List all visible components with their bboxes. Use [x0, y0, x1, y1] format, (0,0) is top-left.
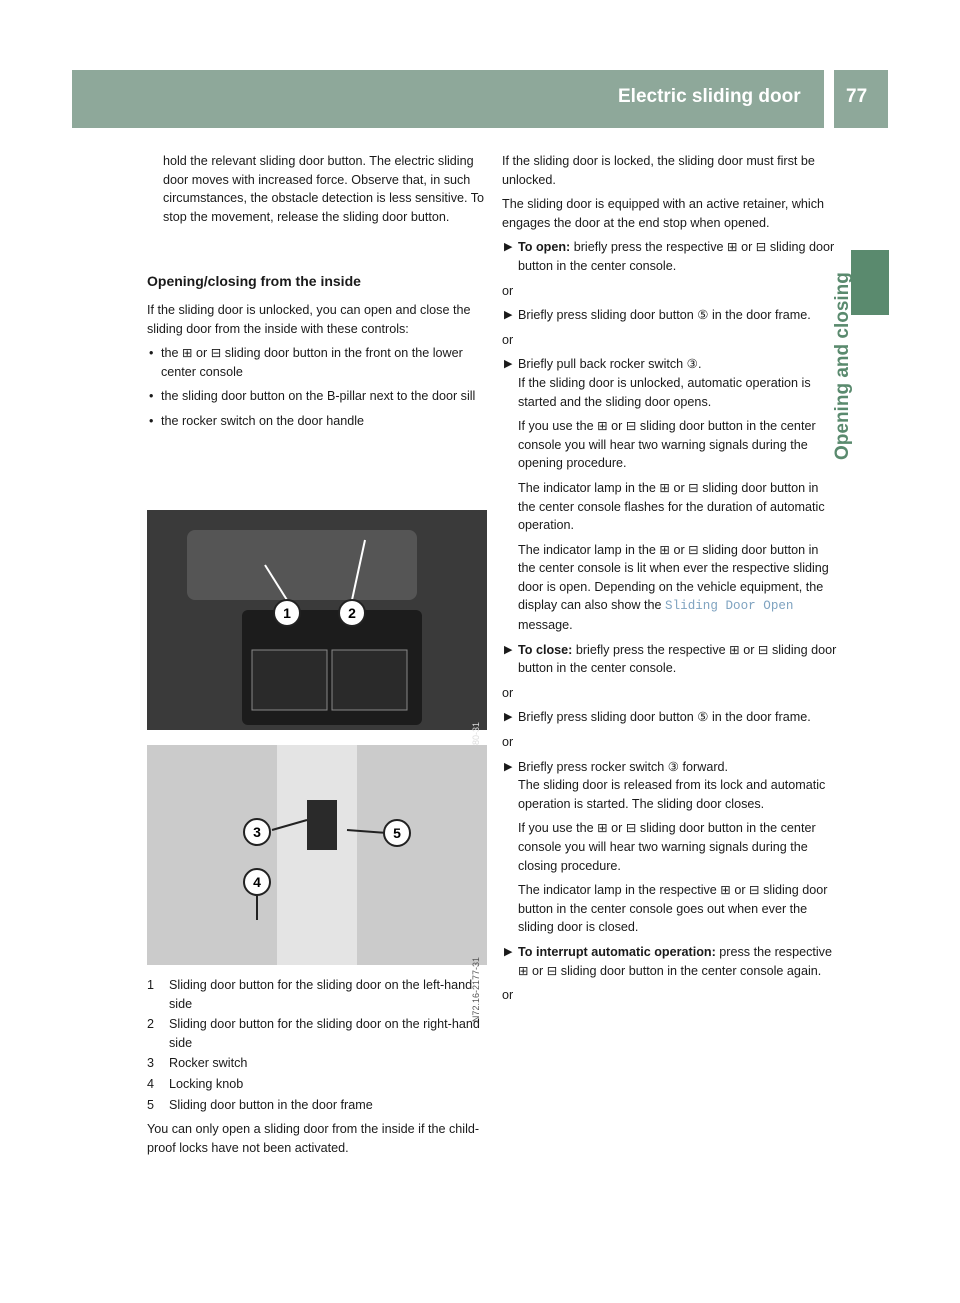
legend-number: 1: [147, 978, 155, 992]
figure-legend: [147, 976, 487, 1157]
step-arrow-icon: ▶: [504, 241, 513, 254]
step-arrow-icon: ▶: [504, 711, 513, 724]
legend-item: [147, 976, 487, 1013]
step-open-rocker: [502, 355, 837, 411]
step-text: The indicator lamp in the ⊞ or ⊟ sliding door button in the center console is lit when ever the respective sliding door is open.: [518, 542, 829, 594]
center-console-illustration: [147, 510, 487, 730]
step-label: To open:: [518, 240, 571, 255]
step-note: If you use the ⊞ or ⊟ sliding door button in the center console you will hear two warning signals during the closing procedure.: [518, 821, 816, 873]
step-text: Briefly press sliding door button ⑤ in the door frame.: [518, 308, 811, 323]
step-text: message.: [518, 618, 573, 633]
paragraph: The sliding door is equipped with an active retainer, which engages the door at the end stop when opened.: [502, 197, 825, 230]
step-text: The sliding door is released from its lock and automatic operation is started. The sliding door closes.: [518, 778, 826, 811]
step-open: [502, 238, 837, 275]
step-text: If the sliding door is unlocked, automatic operation is started and the sliding door opens.: [518, 375, 811, 409]
figure-code: N72.16-2177-31: [471, 957, 481, 1023]
step-arrow-icon: ▶: [504, 309, 513, 322]
side-tab-label: Opening and closing: [832, 272, 853, 460]
step-note: If you use the ⊞ or ⊟ sliding door button in the center console you will hear two warning signals during the opening procedure.: [518, 419, 816, 471]
legend-text: Rocker switch: [169, 1056, 248, 1071]
display-message: Sliding Door Open: [665, 599, 794, 614]
section-paragraph: If the sliding door is unlocked, you can open and close the sliding door from the inside with these controls:: [147, 302, 471, 336]
header-separator: [829, 70, 832, 128]
section-heading: Opening/closing from the inside: [147, 273, 361, 290]
or-text: or: [502, 332, 514, 347]
page-number: 77: [846, 86, 868, 107]
step-close-alt: [502, 708, 837, 727]
step-text: briefly press the respective ⊞ or ⊟ sliding door button in the center console.: [518, 240, 835, 273]
bullet-item: • the ⊞ or ⊟ sliding door button in the front on the lower center console: [147, 344, 487, 381]
legend-text: Sliding door button for the sliding door on the right-hand side: [169, 1017, 480, 1050]
legend-number: 5: [147, 1097, 155, 1112]
right-column: [502, 152, 837, 1011]
step-arrow-icon: ▶: [504, 760, 513, 773]
legend-item: [147, 1015, 487, 1052]
step-interrupt: [502, 943, 837, 980]
side-tab-marker: [851, 250, 889, 315]
step-note: The indicator lamp in the ⊞ or ⊟ sliding door button in the center console flashes for the duration of automatic operation.: [518, 480, 825, 533]
b-pillar-illustration: [147, 745, 487, 965]
legend-item: [147, 1054, 487, 1073]
legend-text: Sliding door button in the door frame: [169, 1097, 373, 1112]
legend-item: [147, 1096, 487, 1115]
step-label: To interrupt automatic operation:: [518, 944, 716, 959]
step-text: press the respective ⊞ or ⊟ sliding door button in the center console again.: [518, 944, 832, 978]
step-arrow-icon: ▶: [504, 358, 513, 371]
svg-text:5: 5: [393, 825, 401, 841]
or-text: or: [502, 685, 514, 700]
svg-text:4: 4: [253, 874, 261, 890]
legend-number: 2: [147, 1017, 155, 1032]
step-note: [502, 541, 837, 635]
or-text: or: [502, 283, 514, 298]
left-column: [147, 152, 487, 437]
step-note: The indicator lamp in the respective ⊞ or ⊟ sliding door button in the center console goes out when ever the sliding door is closed.: [518, 883, 828, 935]
intro-text: hold the relevant sliding door button. The electric sliding door moves with increased force. Observe that, in such circumstances, the obstacle detection is less sensitive. To stop the movement, release the sliding door button.: [163, 154, 485, 224]
outro-text: You can only open a sliding door from the inside if the child-proof locks have not been activated.: [147, 1122, 480, 1155]
step-label: To close:: [518, 642, 573, 657]
svg-text:2: 2: [348, 605, 356, 621]
step-text: briefly press the respective ⊞ or ⊟ sliding door button in the center console.: [518, 642, 837, 676]
legend-item: [147, 1075, 487, 1094]
bullet-item: • the sliding door button on the B-pillar next to the door sill: [147, 387, 487, 406]
step-open-alt: [502, 306, 837, 325]
legend-number: 4: [147, 1076, 155, 1091]
step-text: Depending on the vehicle equipment, the display can also show the: [518, 579, 824, 613]
svg-text:1: 1: [283, 605, 291, 621]
svg-text:3: 3: [253, 824, 261, 840]
bullet-item: • the rocker switch on the door handle: [147, 412, 487, 431]
step-text: Briefly press rocker switch ③ forward.: [518, 759, 729, 774]
legend-text: Sliding door button for the sliding door on the left-hand side: [169, 978, 473, 1011]
center-console-photo: [147, 510, 487, 730]
or-text: or: [502, 988, 514, 1003]
legend-text: Locking knob: [169, 1076, 244, 1091]
step-text: Briefly press sliding door button ⑤ in the door frame.: [518, 710, 811, 725]
step-close-rocker: [502, 758, 837, 814]
step-close: [502, 641, 837, 678]
paragraph: If the sliding door is locked, the sliding door must first be unlocked.: [502, 154, 815, 187]
step-text: Briefly pull back rocker switch ③.: [518, 357, 702, 372]
step-arrow-icon: ▶: [504, 945, 513, 958]
step-arrow-icon: ▶: [504, 643, 513, 656]
legend-number: 3: [147, 1056, 155, 1071]
or-text: or: [502, 735, 514, 750]
page-title: Electric sliding door: [618, 86, 801, 107]
